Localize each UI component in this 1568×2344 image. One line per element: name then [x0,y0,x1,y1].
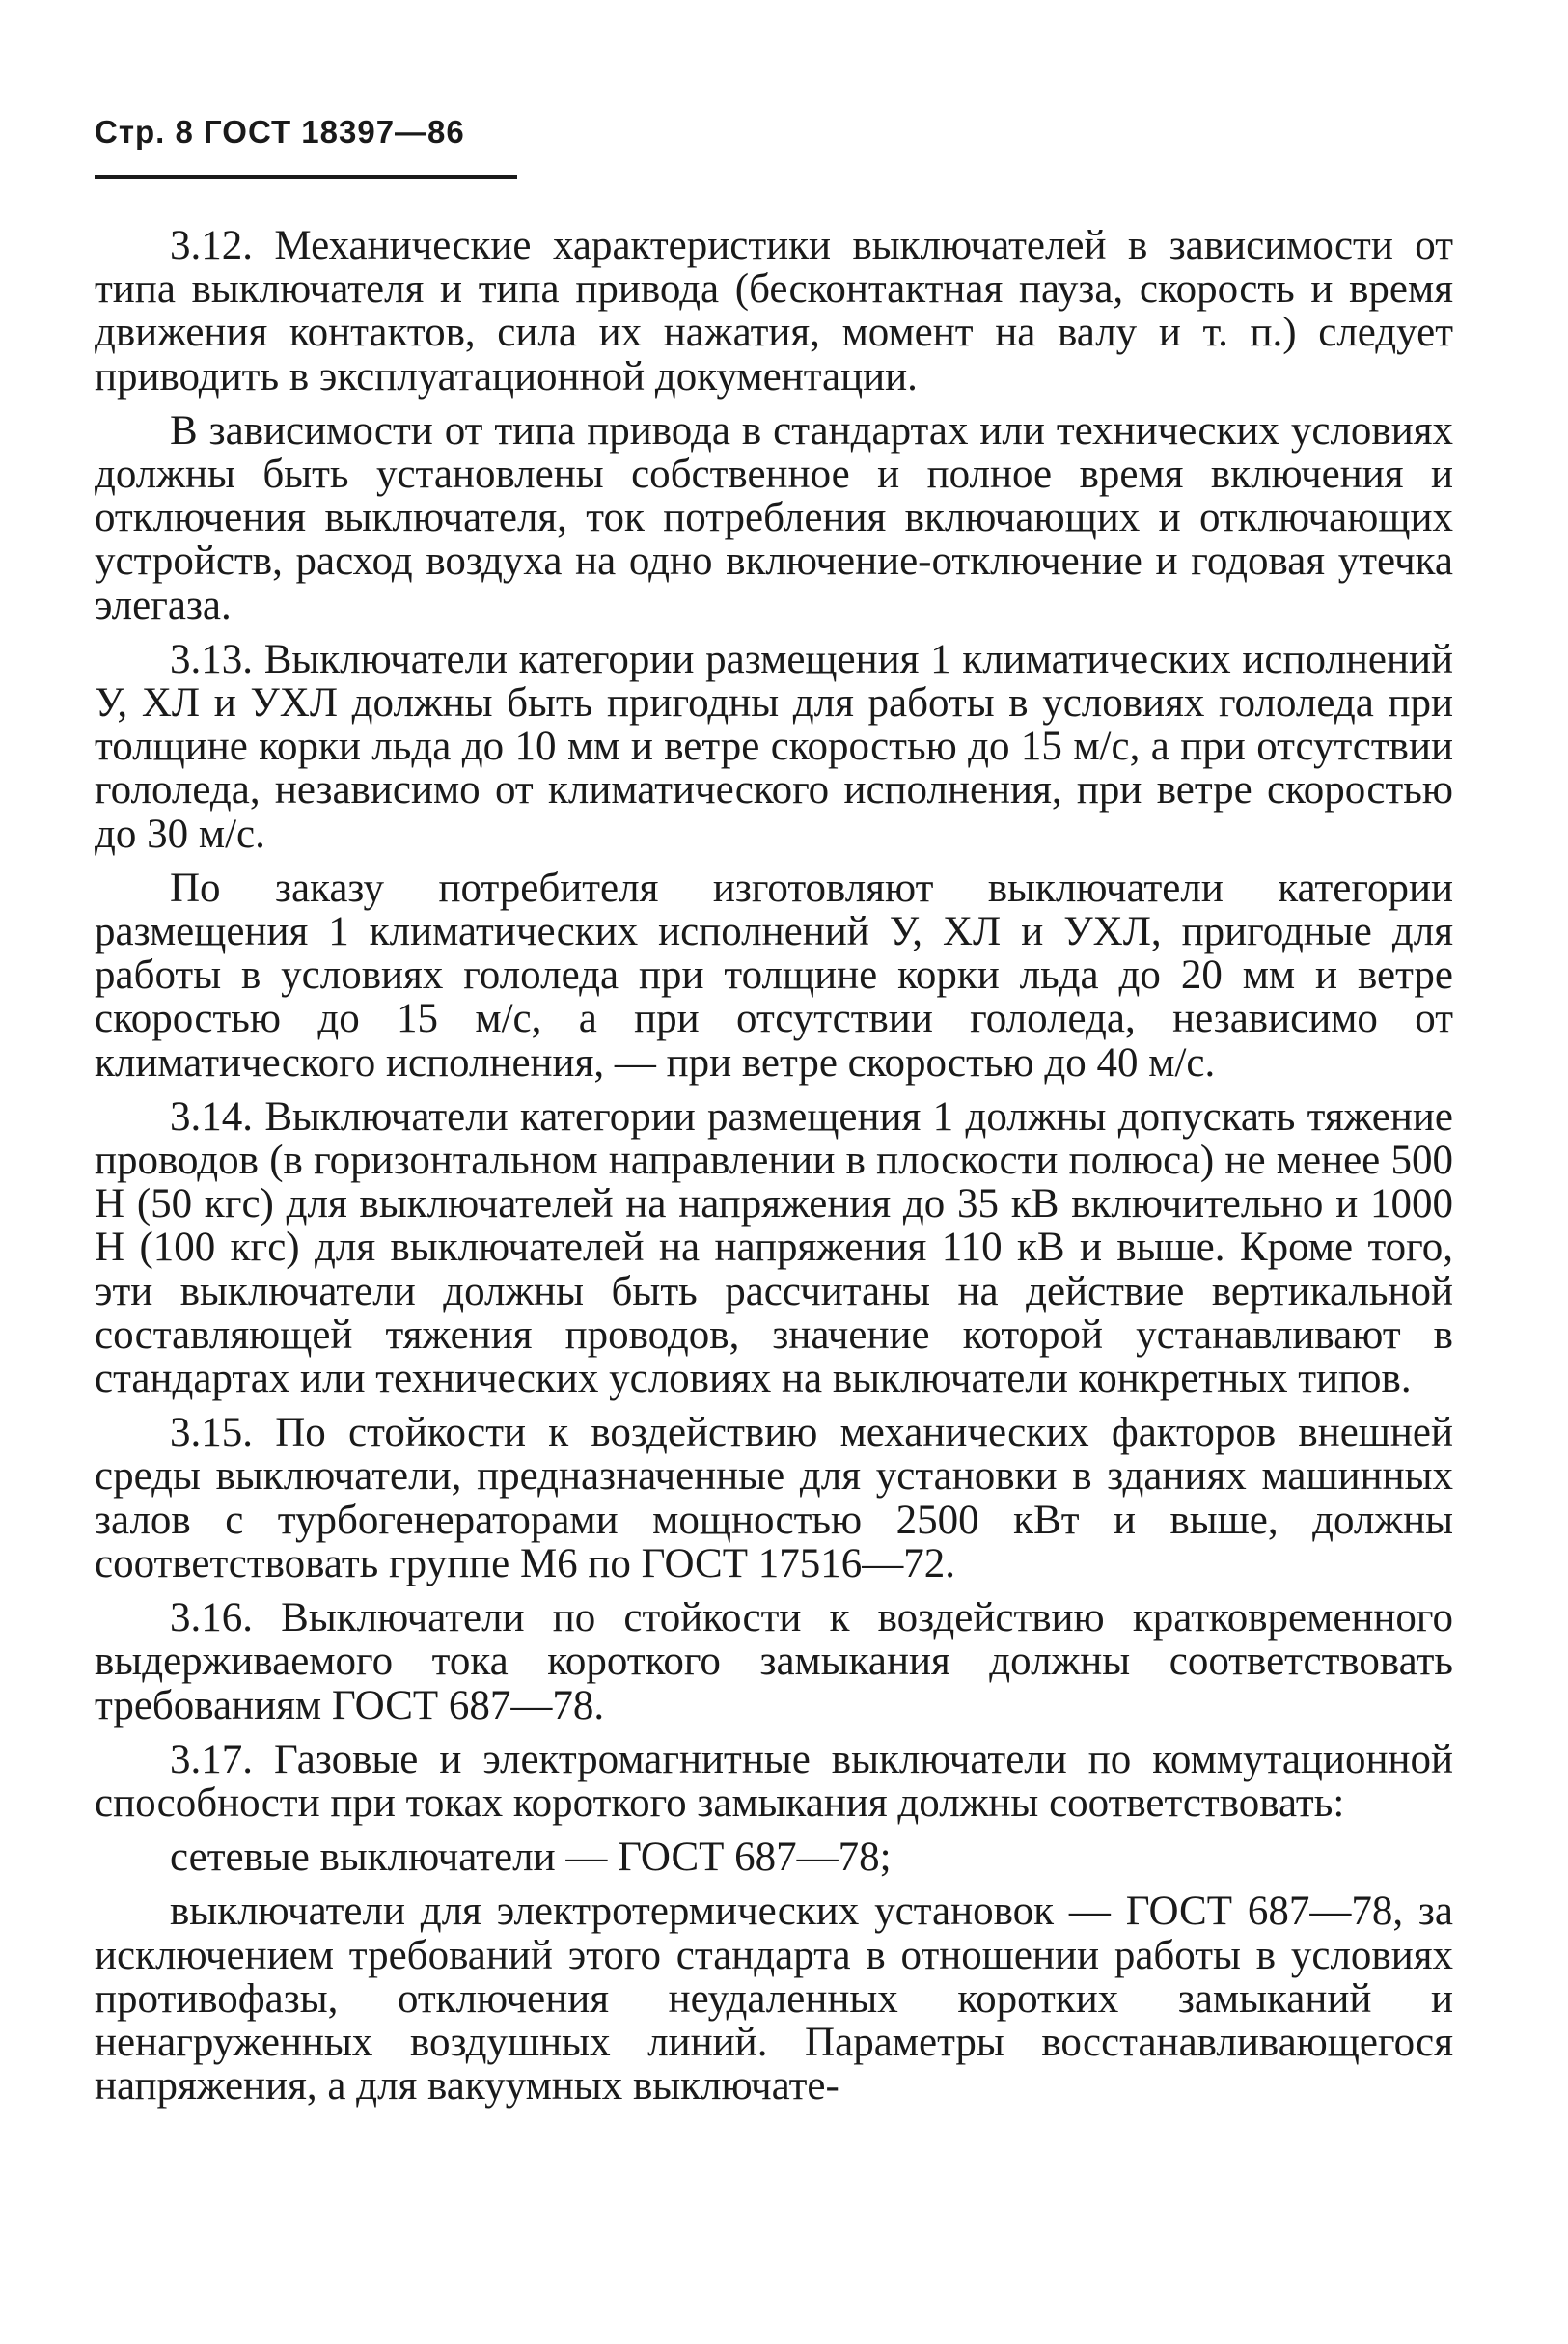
list-item-network-switches: сетевые выключатели — ГОСТ 687—78; [170,1834,892,1881]
paragraph-3-14: 3.14. Выключатели категории размещения 1 должны допускать тяжение проводов (в горизонтальном направлении в плоскости полюса) не менее 500 Н (50 кгс) для выключателей на напряжения до 35 кВ включительно и 1000 Н (100 кгс) для выключателей на напряжения 110 кВ и выше. Кроме того, эти выключатели должны быть рассчитаны на действие вертикальной составляющей тяжения проводов, значение которой устанавливают в стандартах или технических условиях на выключатели конкретных типов. [95,1093,1453,1402]
paragraph-3-16: 3.16. Выключатели по стойкости к воздействию кратковременного выдерживаемого тока короткого замыкания должны соответствовать требованиям ГОСТ 687—78. [95,1595,1453,1728]
page-header: Стр. 8 ГОСТ 18397—86 [95,114,465,150]
body-text [95,224,1453,2118]
header-rule [95,175,517,179]
paragraph-3-17: 3.17. Газовые и электромагнитные выключатели по коммутационной способности при токах короткого замыкания должны соответствовать: [95,1736,1453,1826]
paragraph-3-13: 3.13. Выключатели категории размещения 1 климатических исполнений У, ХЛ и УХЛ должны быть пригодны для работы в условиях гололеда при толщине корки льда до 10 мм и ветре скоростью до 15 м/с, а при отсутствии гололеда, независимо от климатического исполнения, при ветре скоростью до 30 м/с. [95,636,1453,857]
paragraph-3-13-order: По заказу потребителя изготовляют выключатели категории размещения 1 климатических исполнений У, ХЛ и УХЛ, пригодные для работы в условиях гололеда при толщине корки льда до 20 мм и ветре скоростью до 15 м/с, а при отсутствии гололеда, независимо от климатического исполнения, — при ветре скоростью до 40 м/с. [95,865,1453,1086]
paragraph-3-12-drive: В зависимости от типа привода в стандартах или технических условиях должны быть установлены собственное и полное время включения и отключения выключателя, ток потребления включающих и отключающих устройств, расход воздуха на одно включение-отключение и годовая утечка элегаза. [95,407,1453,628]
paragraph-3-12: 3.12. Механические характеристики выключателей в зависимости от типа выключателя и типа привода (бесконтактная пауза, скорость и время движения контактов, сила их нажатия, момент на валу и т. п.) следует приводить в эксплуатационной документации. [95,223,1453,400]
list-item-electrothermal-switches: выключатели для электротермических установок — ГОСТ 687—78, за исключением требований этого стандарта в отношении работы в условиях противофазы, отключения неудаленных коротких замыканий и ненагруженных воздушных линий. Параметры восстанавливающегося напряжения, а для вакуумных выключате- [95,1889,1453,2110]
paragraph-3-15: 3.15. По стойкости к воздействию механических факторов внешней среды выключатели, предназначенные для установки в зданиях машинных залов с турбогенераторами мощностью 2500 кВт и выше, должны соответствовать группе М6 по ГОСТ 17516—72. [95,1410,1453,1586]
